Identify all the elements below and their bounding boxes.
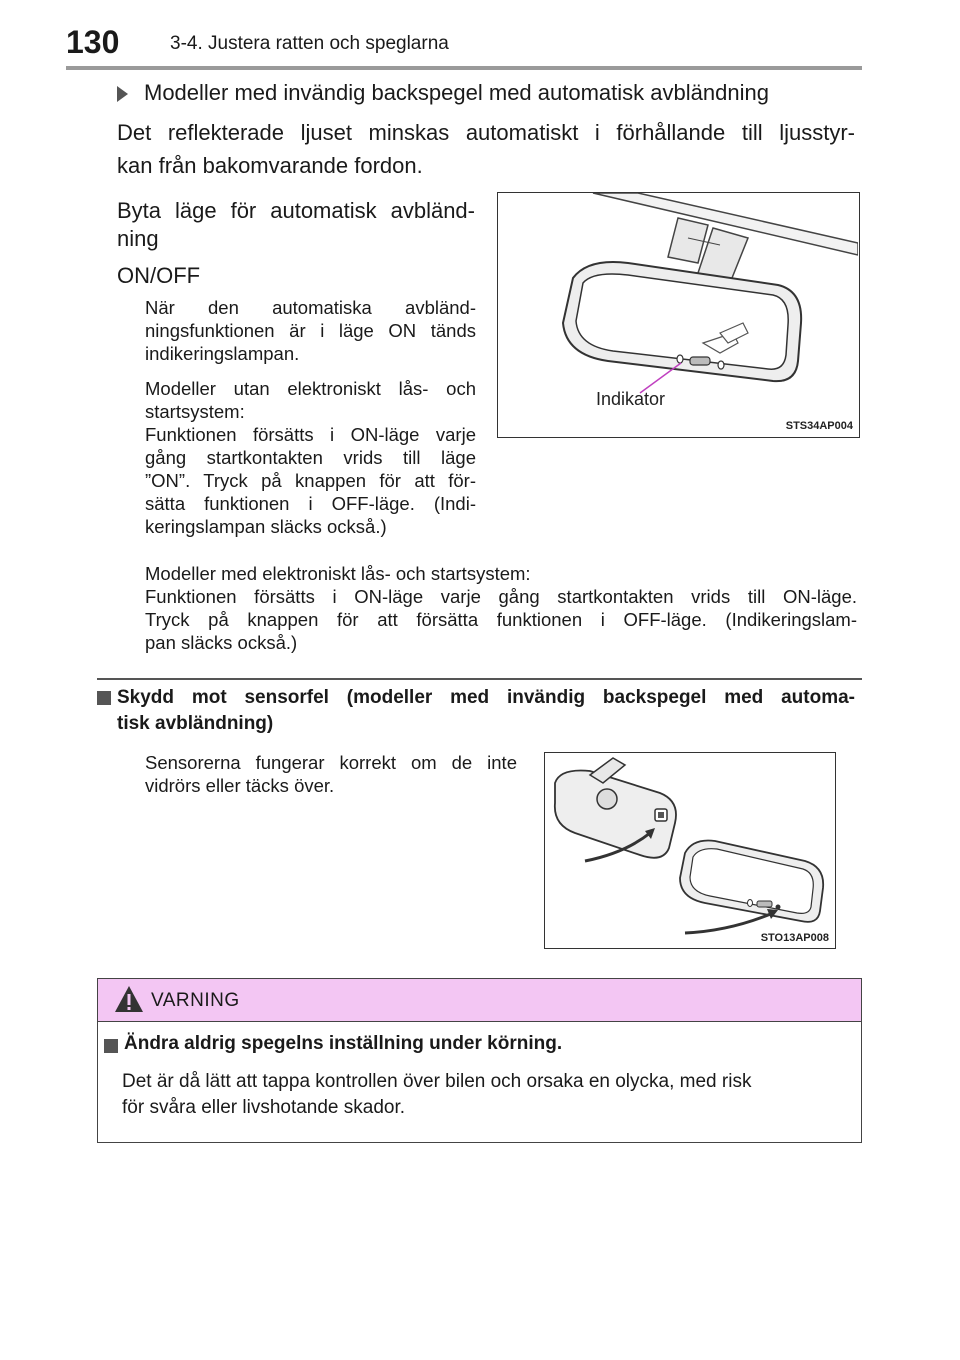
- onoff-label: ON/OFF: [117, 263, 201, 288]
- note2-line: Modeller utan elektroniskt lås- och: [145, 378, 476, 399]
- note2-line: keringslampan släcks också.): [145, 516, 387, 537]
- page-number: 130: [66, 24, 120, 60]
- sensor-text-line-1: Sensorerna fungerar korrekt om de inte: [145, 752, 517, 773]
- sensor-title-line-1: Skydd mot sensorfel (modeller med invändig backspegel med automa-: [117, 687, 855, 708]
- warning-box: [97, 978, 862, 1143]
- rearview-mirror-illustration: [498, 193, 858, 436]
- sensor-figure: [544, 752, 836, 949]
- sensor-text-line-2: vidrörs eller täcks över.: [145, 775, 335, 796]
- sensor-bullet-icon: [97, 691, 111, 710]
- section-divider: [97, 678, 862, 680]
- warning-heading: Ändra aldrig spegelns inställning under körning.: [124, 1033, 563, 1054]
- note1-line: När den automatiska avbländ-: [145, 297, 476, 318]
- warning-body-line-2: för svåra eller livshotande skador.: [122, 1097, 406, 1118]
- warning-header: [98, 979, 861, 1022]
- note2-line: ”ON”. Tryck på knappen för att för-: [145, 470, 476, 491]
- intro-line-2: kan från bakomvarande fordon.: [117, 153, 423, 178]
- note2-line: gång startkontakten vrids till läge: [145, 447, 476, 468]
- warning-bullet-icon: [104, 1039, 118, 1058]
- mirror-figure: [497, 192, 860, 438]
- warning-body-line-1: Det är då lätt att tappa kontrollen över bilen och orsaka en olycka, med risk: [122, 1071, 752, 1092]
- figure-code: STO13AP008: [760, 932, 829, 944]
- warning-title: VARNING: [151, 990, 240, 1011]
- note3-line: Tryck på knappen för att försätta funktionen i OFF-läge. (Indikeringslam-: [145, 609, 857, 630]
- note3-line: Funktionen försätts i ON-läge varje gång startkontakten vrids till ON-läge.: [145, 586, 857, 607]
- note2-line: sätta funktionen i OFF-läge. (Indi-: [145, 493, 476, 514]
- intro-line-1: Det reflekterade ljuset minskas automatiskt i förhållande till ljusstyr-: [117, 120, 855, 145]
- note3-line: Modeller med elektroniskt lås- och startsystem:: [145, 563, 531, 584]
- mode-line-2: ning: [117, 226, 159, 251]
- subheading: [117, 80, 769, 106]
- note1-line: indikeringslampan.: [145, 343, 300, 364]
- header-divider: [66, 66, 862, 70]
- mode-line-1: Byta läge för automatisk avbländ-: [117, 198, 475, 223]
- note2-line: Funktionen försätts i ON-läge varje: [145, 424, 476, 445]
- triangle-bullet-icon: [117, 86, 128, 102]
- sensor-title-line-2: tisk avbländning): [117, 713, 274, 734]
- figure-code: STS34AP004: [785, 420, 853, 432]
- indicator-label: Indikator: [596, 389, 666, 409]
- warning-triangle-icon: [114, 985, 144, 1013]
- note1-line: ningsfunktionen är i läge ON tänds: [145, 320, 476, 341]
- section-title: 3-4. Justera ratten och speglarna: [170, 33, 449, 54]
- subheading-text: Modeller med invändig backspegel med automatisk avbländning: [144, 80, 769, 105]
- note3-line: pan släcks också.): [145, 632, 298, 653]
- note2-line: startsystem:: [145, 401, 245, 422]
- mirror-sensor-illustration: [545, 753, 834, 947]
